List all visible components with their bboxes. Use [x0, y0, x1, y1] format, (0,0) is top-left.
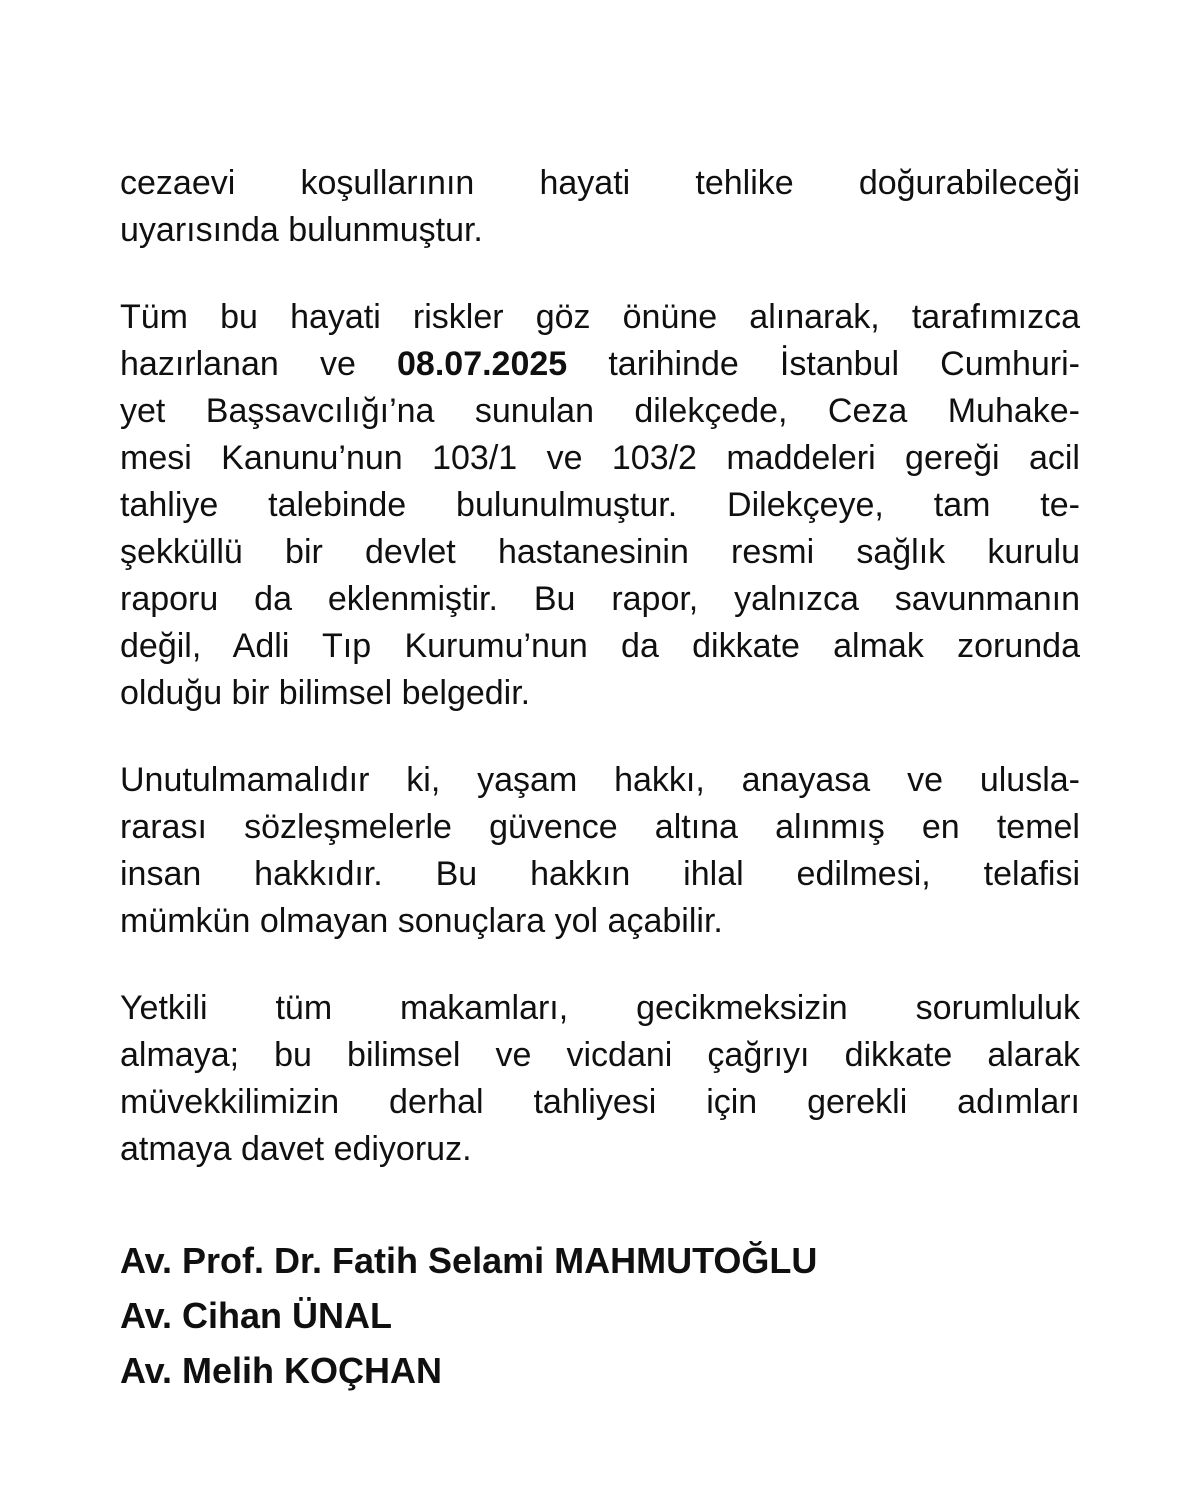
text-line: Unutulmamalıdır ki, yaşam hakkı, anayasa ve ulusla-: [120, 761, 1080, 799]
text-line: müvekkilimizin derhal tahliyesi için gerekli adımları: [120, 1083, 1080, 1121]
text-line: olduğu bir bilimsel belgedir.: [120, 674, 531, 712]
paragraph-4: [120, 985, 1080, 1173]
text-line: rarası sözleşmelerle güvence altına alınmış en temel: [120, 808, 1080, 846]
signature-block: [120, 1233, 1080, 1398]
text-line: raporu da eklenmiştir. Bu rapor, yalnızca savunmanın: [120, 580, 1080, 618]
text-line: Yetkili tüm makamları, gecikmeksizin sorumluluk: [120, 989, 1080, 1027]
text-line: almaya; bu bilimsel ve vicdani çağrıyı dikkate alarak: [120, 1036, 1080, 1074]
text-line: değil, Adli Tıp Kurumu’nun da dikkate almak zorunda: [120, 627, 1080, 665]
text-line: şekküllü bir devlet hastanesinin resmi sağlık kurulu: [120, 533, 1080, 571]
signature-line: Av. Prof. Dr. Fatih Selami MAHMUTOĞLU: [120, 1240, 818, 1281]
signature-line: Av. Melih KOÇHAN: [120, 1350, 443, 1391]
text-line: yet Başsavcılığı’na sunulan dilekçede, Ceza Muhake-: [120, 392, 1080, 430]
text-segment: tarihinde İstanbul Cumhuri-: [567, 345, 1080, 383]
paragraph-1: [120, 160, 1080, 254]
signature-line: Av. Cihan ÜNAL: [120, 1295, 393, 1336]
text-line: insan hakkıdır. Bu hakkın ihlal edilmesi, telafisi: [120, 855, 1080, 893]
text-line: Tüm bu hayati riskler göz önüne alınarak, tarafımızca: [120, 298, 1080, 336]
text-line: uyarısında bulunmuştur.: [120, 211, 483, 249]
text-line-with-date: [120, 341, 1080, 388]
text-line: atmaya davet ediyoruz.: [120, 1130, 472, 1168]
paragraph-2: [120, 294, 1080, 717]
text-line: mümkün olmayan sonuçlara yol açabilir.: [120, 902, 723, 940]
text-line: cezaevi koşullarının hayati tehlike doğurabileceği: [120, 164, 1080, 202]
text-line: mesi Kanunu’nun 103/1 ve 103/2 maddeleri gereği acil: [120, 439, 1080, 477]
statement-body: [120, 160, 1080, 1398]
text-line: tahliye talebinde bulunulmuştur. Dilekçeye, tam te-: [120, 486, 1080, 524]
paragraph-3: [120, 757, 1080, 945]
text-segment: hazırlanan ve: [120, 345, 398, 383]
date-emphasis: 08.07.2025: [397, 345, 568, 383]
